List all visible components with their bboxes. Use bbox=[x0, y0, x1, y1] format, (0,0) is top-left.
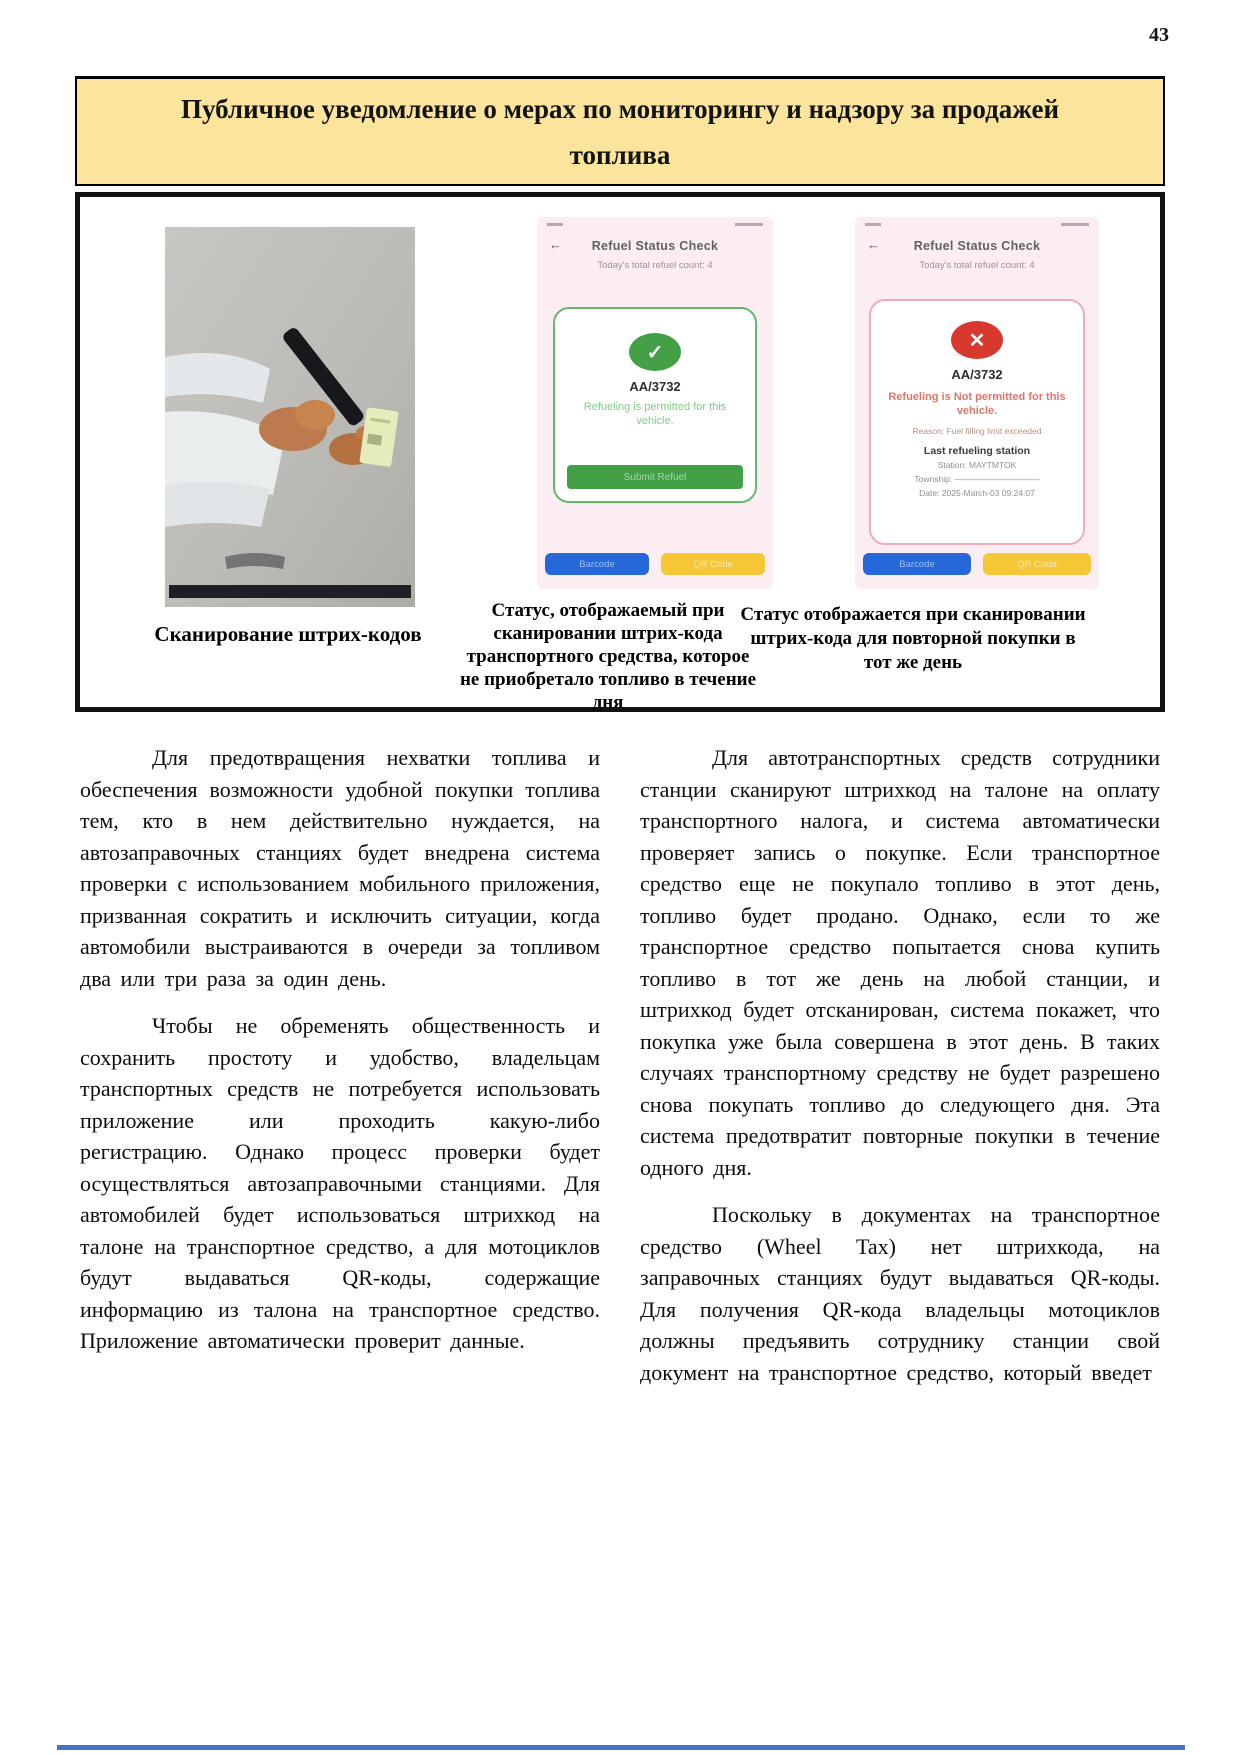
denied-reason: Reason: Fuel filling limit exceeded bbox=[912, 426, 1042, 436]
result-card-permitted bbox=[553, 307, 757, 503]
permitted-message: Refueling is permitted for this vehicle. bbox=[583, 401, 727, 427]
scan-mode-buttons bbox=[863, 553, 1091, 575]
paragraph: Для предотвращения нехватки топлива и обеспечения возможности удобной покупки топлива тем, кто в нем действительно нуждается, на автозаправочных станциях будет внедрена система проверки с использованием мобильного приложения, призванная сократить и исключить ситуации, когда автомобили выстраиваются в очереди за топливом два или три раза за один день. bbox=[80, 745, 600, 991]
barcode-scanning-photo bbox=[165, 227, 415, 607]
denied-message: Refueling is Not permitted for this vehicle. bbox=[888, 391, 1066, 417]
denied-caption: Статус отображается при сканировании штрих-кода для повторной покупки в тот же день bbox=[740, 604, 1086, 673]
back-arrow-icon: ← bbox=[549, 237, 562, 252]
body-left-column bbox=[80, 742, 600, 1373]
status-icons-blur bbox=[1061, 223, 1089, 226]
page-title: Публичное уведомление о мерах по мониторингу и надзору за продажей топлива bbox=[180, 93, 1060, 170]
refuel-count-label: Today's total refuel count: 4 bbox=[919, 260, 1035, 271]
title-banner bbox=[75, 76, 1165, 186]
barcode-button: Barcode bbox=[545, 553, 649, 575]
barcode-button: Barcode bbox=[863, 553, 971, 575]
submit-refuel-button: Submit Refuel bbox=[567, 465, 743, 489]
paragraph: Поскольку в документах на транспортное средство (Wheel Tax) нет штрихкода, на заправочных станциях будут выдаваться QR-коды. Для получения QR-кода владельцы мотоциклов должны предъявить сотруднику станции свой документ на транспортное средство, который введет bbox=[640, 1202, 1160, 1385]
app-nav bbox=[537, 237, 773, 255]
township-line: Township: —————————— bbox=[914, 474, 1040, 484]
photo-illustration bbox=[165, 227, 415, 607]
qr-code-button: QR Code bbox=[661, 553, 765, 575]
vehicle-plate: AA/3732 bbox=[951, 367, 1003, 382]
scan-mode-buttons bbox=[545, 553, 765, 575]
station-line: Station: MAYTMTOK bbox=[937, 460, 1017, 470]
status-time-blur bbox=[865, 223, 881, 226]
app-nav bbox=[855, 237, 1099, 255]
result-card-denied bbox=[869, 299, 1085, 545]
body-right-column bbox=[640, 742, 1160, 1404]
footer-divider bbox=[57, 1745, 1185, 1750]
x-icon: ✕ bbox=[951, 321, 1003, 359]
phone-screenshot-denied bbox=[855, 217, 1099, 589]
photo-caption: Сканирование штрих-кодов bbox=[154, 622, 422, 646]
status-bar bbox=[537, 217, 773, 231]
qr-code-button: QR Code bbox=[983, 553, 1091, 575]
permitted-caption: Статус, отображаемый при сканировании штрих-кода транспортного средства, которое не приобретало топливо в течение дня bbox=[459, 600, 757, 713]
paragraph: Чтобы не обременять общественность и сохранить простоту и удобство, владельцам транспортных средств не потребуется использовать приложение или проходить какую-либо регистрацию. Однако процесс проверки будет осуществляться автозаправочными станциями. Для автомобилей будет использоваться штрихкод на талоне на транспортное средство, а для мотоциклов будут выдаваться QR-коды, содержащие информацию из талона на транспортное средство. Приложение автоматически проверит данные. bbox=[80, 1013, 600, 1353]
status-time-blur bbox=[547, 223, 563, 226]
status-icons-blur bbox=[735, 223, 763, 226]
vehicle-plate: AA/3732 bbox=[629, 379, 681, 394]
app-title: Refuel Status Check bbox=[913, 239, 1041, 253]
paragraph: Для автотранспортных средств сотрудники станции сканируют штрихкод на талоне на оплату транспортного налога, и система автоматически проверяет запись о покупке. Если транспортное средство еще не покупало топливо в этот день, топливо будет продано. Однако, если то же транспортное средство попытается снова купить топливо в тот же день на любой станции, и штрихкод будет отсканирован, система покажет, что покупка уже была совершена в этот день. В таких случаях транспортному средству не будет разрешено снова покупать топливо до следующего дня. Эта система предотвратит повторные покупки в течение одного дня. bbox=[640, 745, 1160, 1180]
phone-screenshot-permitted bbox=[537, 217, 773, 589]
date-line: Date: 2025-March-03 09:24:07 bbox=[919, 488, 1035, 498]
back-arrow-icon: ← bbox=[867, 237, 880, 252]
status-bar bbox=[855, 217, 1099, 231]
last-station-heading: Last refueling station bbox=[923, 445, 1031, 457]
page-number: 43 bbox=[1149, 24, 1169, 46]
app-title: Refuel Status Check bbox=[591, 239, 719, 253]
check-icon: ✓ bbox=[629, 333, 681, 371]
figures-panel bbox=[75, 192, 1165, 712]
refuel-count-label: Today's total refuel count: 4 bbox=[597, 260, 713, 271]
